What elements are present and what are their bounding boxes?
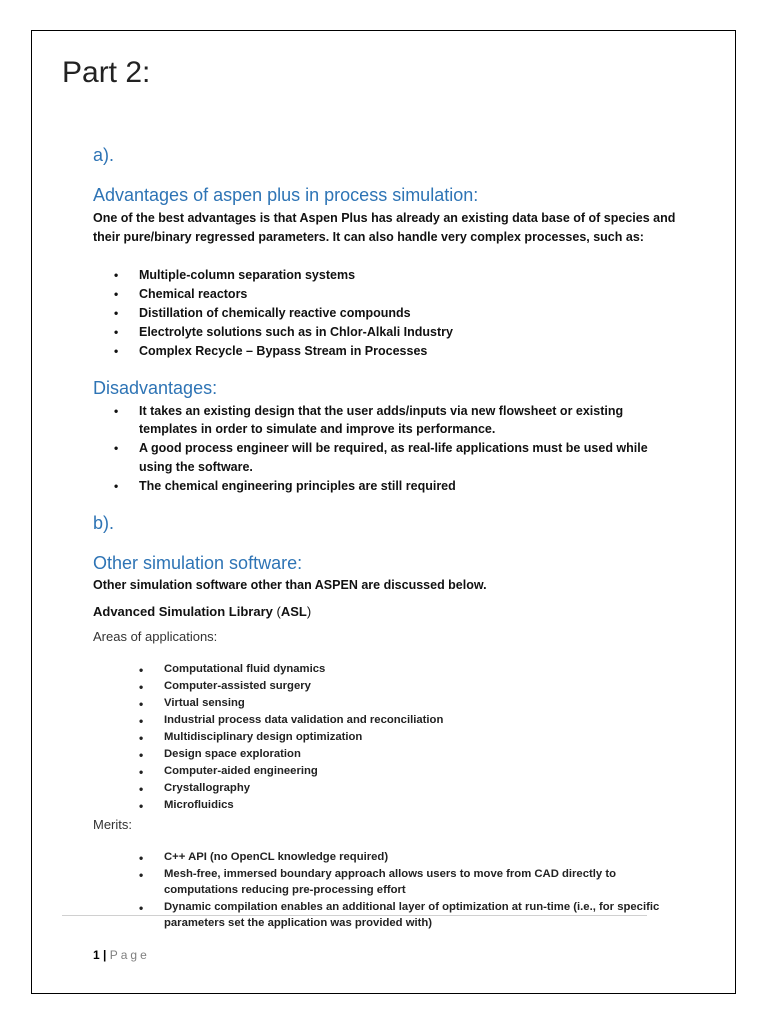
part-b-label: b).: [93, 513, 115, 533]
list-item: • Dynamic compilation enables an additional layer of optimization at run-time (i.e., for specific: [139, 901, 660, 915]
list-item: • Industrial process data validation and reconciliation: [139, 714, 444, 728]
advantages-intro-line-2: their pure/binary regressed parameters. It can also handle very complex processes, such as:: [93, 230, 644, 244]
page-footer: [93, 948, 150, 962]
list-item: • Crystallography: [139, 782, 251, 796]
list-item-continuation: using the software.: [139, 460, 253, 474]
footer-divider: [62, 915, 647, 916]
list-item: • Multidisciplinary design optimization: [139, 731, 363, 745]
list-item: • It takes an existing design that the user adds/inputs via new flowsheet or existing: [114, 404, 624, 418]
other-software-intro: Other simulation software other than ASPEN are discussed below.: [93, 578, 487, 592]
list-item-continuation: templates in order to simulate and improve its performance.: [139, 422, 496, 436]
disadvantages-heading: Disadvantages:: [93, 378, 218, 398]
page-border: [31, 30, 736, 994]
list-item: • Chemical reactors: [114, 287, 248, 301]
list-item-continuation: parameters set the application was provided with): [164, 917, 433, 929]
list-item: • Design space exploration: [139, 748, 301, 762]
list-item: • Complex Recycle – Bypass Stream in Processes: [114, 344, 428, 358]
list-item: • Computational fluid dynamics: [139, 663, 326, 677]
list-item: • Mesh-free, immersed boundary approach allows users to move from CAD directly to: [139, 868, 616, 882]
list-item: • A good process engineer will be required, as real-life applications must be used while: [114, 441, 648, 455]
other-software-heading: Other simulation software:: [93, 553, 303, 573]
list-item: • Electrolyte solutions such as in Chlor-Alkali Industry: [114, 325, 453, 339]
list-item: • Multiple-column separation systems: [114, 268, 356, 282]
list-item: • The chemical engineering principles are still required: [114, 479, 456, 493]
list-item: • Computer-aided engineering: [139, 765, 318, 779]
list-item: • Virtual sensing: [139, 697, 245, 711]
merits-label: Merits:: [93, 817, 132, 832]
page-title: Part 2:: [62, 56, 151, 89]
advantages-heading: Advantages of aspen plus in process simulation:: [93, 185, 479, 205]
list-item: • Microfluidics: [139, 799, 234, 813]
areas-label: Areas of applications:: [93, 629, 218, 644]
asl-heading: Advanced Simulation Library (ASL): [93, 604, 312, 619]
list-item-continuation: computations reducing pre-processing effort: [164, 884, 406, 896]
advantages-intro-line-1: One of the best advantages is that Aspen Plus has already an existing data base of of species and: [93, 211, 676, 225]
page-label: Page: [109, 948, 150, 962]
part-a-label: a).: [93, 145, 115, 165]
list-item: • Distillation of chemically reactive compounds: [114, 306, 411, 320]
list-item: • Computer-assisted surgery: [139, 680, 311, 694]
list-item: • C++ API (no OpenCL knowledge required): [139, 851, 389, 865]
page-number: 1: [93, 948, 100, 962]
footer-separator: |: [103, 948, 107, 962]
